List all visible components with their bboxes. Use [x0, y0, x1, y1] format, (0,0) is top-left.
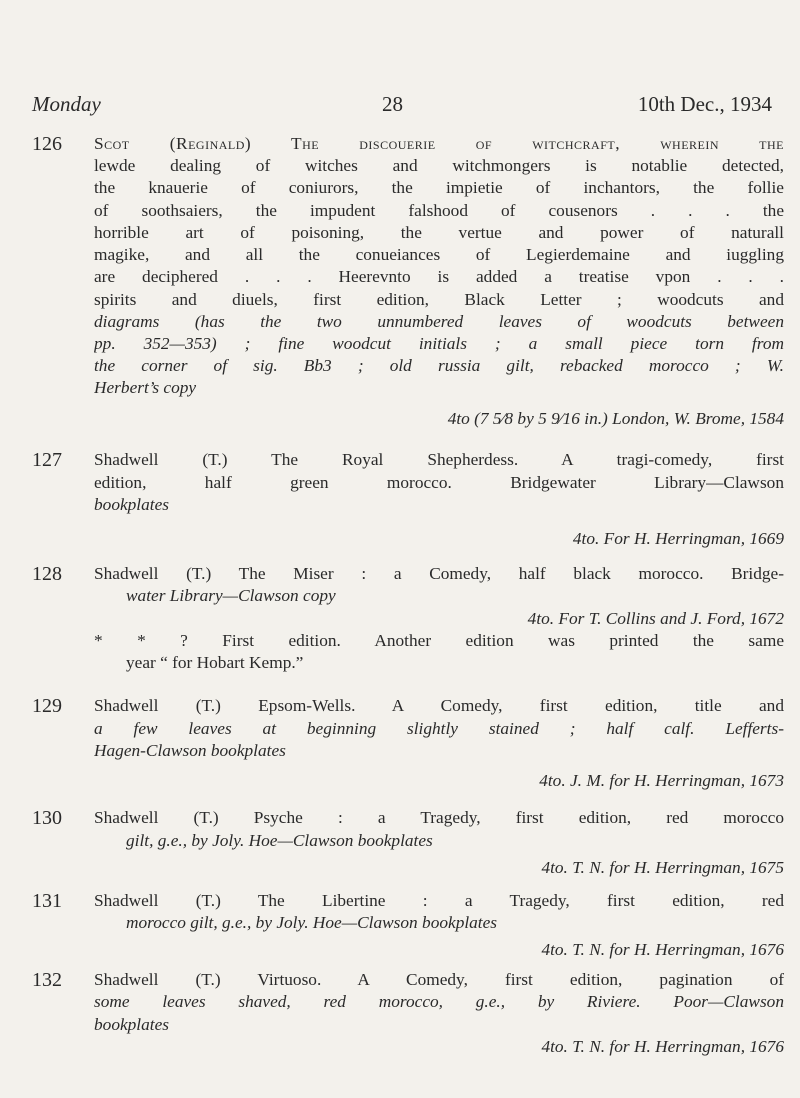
- entry-line: Hagen-Clawson bookplates: [94, 740, 286, 760]
- header-date: 10th Dec., 1934: [637, 92, 772, 116]
- entry-line: some leaves shaved, red morocco, g.e., by Riviere. Poor—Clawson: [94, 992, 784, 1012]
- entry-line: spirits and diuels, first edition, Black Letter ; woodcuts and: [94, 289, 784, 309]
- entry-line: pp. 352—353) ; fine woodcut initials ; a small piece torn from: [94, 333, 784, 353]
- entry-description: [94, 563, 784, 630]
- entry-line: lewde dealing of witches and witchmongers is notablie detected,: [94, 156, 784, 176]
- lot-number: 129: [32, 695, 62, 718]
- entry-description: [94, 890, 784, 962]
- entry-imprint: 4to (7 5⁄8 by 5 9⁄16 in.) London, W. Brome, 1584: [447, 408, 784, 428]
- entry-line: water Library—Clawson copy: [126, 586, 336, 606]
- entry-imprint: 4to. T. N. for H. Herringman, 1675: [541, 857, 784, 877]
- entry-description: [94, 449, 784, 550]
- entry-line: Scot (Reginald) The discouerie of witchcraft, wherein the: [94, 134, 784, 153]
- lot-number: 126: [32, 133, 62, 155]
- entry-line: Shadwell (T.) The Royal Shepherdess. A tragi-comedy, first: [94, 450, 784, 470]
- entry-description: [94, 969, 784, 1058]
- entry-description: [94, 807, 784, 879]
- header-day: Monday: [32, 92, 101, 116]
- entry-imprint: 4to. T. N. for H. Herringman, 1676: [541, 940, 784, 960]
- entry-imprint: 4to. For H. Herringman, 1669: [572, 528, 784, 548]
- entry-line: Shadwell (T.) Psyche : a Tragedy, first edition, red morocco: [94, 808, 784, 828]
- entry-line: a few leaves at beginning slightly stained ; half calf. Lefferts-: [94, 718, 784, 738]
- entry-line: Shadwell (T.) The Libertine : a Tragedy, first edition, red: [94, 891, 784, 911]
- lot-number: 128: [32, 563, 62, 586]
- entry-line: horrible art of poisoning, the vertue and power of naturall: [94, 222, 784, 242]
- entry-line: Shadwell (T.) Epsom-Wells. A Comedy, first edition, title and: [94, 696, 784, 716]
- page-header: [32, 92, 772, 122]
- entry-description: [94, 133, 784, 430]
- entry-line: diagrams (has the two unnumbered leaves of woodcuts between: [94, 311, 784, 331]
- note-line: year “ for Hobart Kemp.”: [126, 652, 304, 672]
- entry-line: bookplates: [94, 494, 170, 514]
- entry-line: Herbert’s copy: [94, 378, 197, 398]
- entry-imprint: 4to. T. N. for H. Herringman, 1676: [541, 1036, 784, 1056]
- entry-line: gilt, g.e., by Joly. Hoe—Clawson bookplates: [126, 830, 433, 850]
- entry-imprint: 4to. For T. Collins and J. Ford, 1672: [527, 608, 784, 628]
- lot-number: 127: [32, 449, 62, 472]
- entry-description: [94, 695, 784, 792]
- lot-number: 132: [32, 969, 62, 992]
- entry-line: bookplates: [94, 1014, 170, 1034]
- entry-imprint: 4to. J. M. for H. Herringman, 1673: [539, 771, 784, 791]
- entry-line: Shadwell (T.) The Miser : a Comedy, half black morocco. Bridge-: [94, 564, 784, 584]
- entry-line: edition, half green morocco. Bridgewater Library—Clawson: [94, 472, 784, 492]
- lot-number: 130: [32, 807, 62, 830]
- entry-line: the knauerie of coniurors, the impietie of inchantors, the follie: [94, 178, 784, 198]
- lot-number: 131: [32, 890, 62, 913]
- entry-line: Shadwell (T.) Virtuoso. A Comedy, first edition, pagination of: [94, 970, 784, 990]
- note-line: * * ? First edition. Another edition was printed the same: [94, 630, 784, 650]
- entry-line: of soothsaiers, the impudent falshood of cousenors . . . the: [94, 200, 784, 220]
- header-page-number: 28: [382, 92, 403, 116]
- entry-line: magike, and all the conueiances of Legierdemaine and iuggling: [94, 245, 784, 265]
- entry-line: morocco gilt, g.e., by Joly. Hoe—Clawson bookplates: [126, 913, 498, 933]
- entry-line: are deciphered . . . Heerevnto is added a treatise vpon . . .: [94, 267, 784, 287]
- entry-note: [94, 630, 784, 674]
- entry-line: the corner of sig. Bb3 ; old russia gilt, rebacked morocco ; W.: [94, 356, 784, 376]
